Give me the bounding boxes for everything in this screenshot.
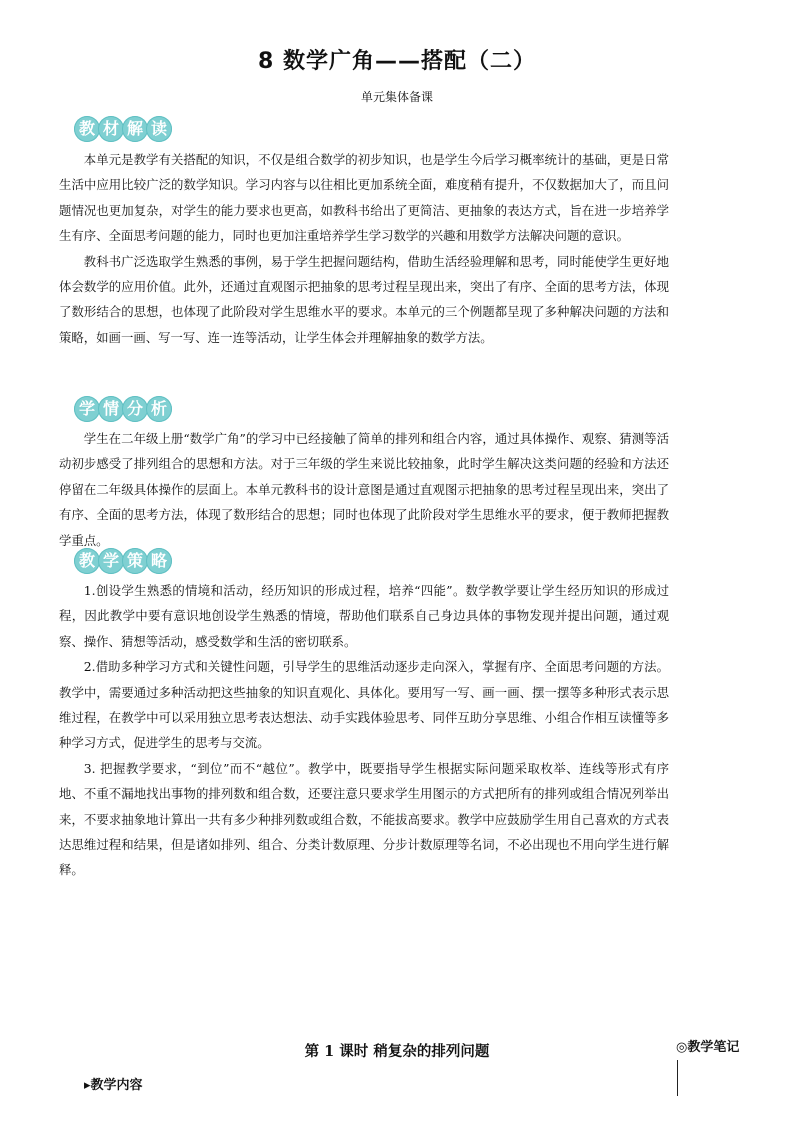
section-badge-textbook	[74, 116, 170, 143]
teaching-notes-label: ◎教学笔记	[676, 1040, 740, 1055]
section-teaching-strategy	[59, 578, 669, 883]
paragraph: 1.创设学生熟悉的情境和活动，经历知识的形成过程，培养“四能”。数学教学要让学生经历知识的形成过程，因此教学中要有意识地创设学生熟悉的情境，帮助他们联系自己身边具体的事物发现并提出问题，通过观察、操作、猜想等活动，感受数学和生活的密切联系。	[59, 583, 669, 649]
section-badge-teaching-strategy	[74, 548, 170, 575]
teaching-content-label: ▸教学内容	[84, 1078, 143, 1093]
notes-divider	[677, 1060, 678, 1096]
badge-char: 学	[74, 396, 100, 422]
paragraph: 学生在二年级上册“数学广角”的学习中已经接触了简单的排列和组合内容，通过具体操作、观察、猜测等活动初步感受了排列组合的思想和方法。对于三年级的学生来说比较抽象，此时学生解决这类问题的经验和方法还停留在二年级具体操作的层面上。本单元教科书的设计意图是通过直观图示把抽象的思考过程呈现出来，突出了有序、全面的思考方法，体现了数形结合的思想；同时也体现了此阶段对学生思维水平的要求，便于教师把握教学重点。	[59, 431, 669, 548]
badge-char: 略	[146, 548, 172, 574]
page-subtitle: 单元集体备课	[360, 90, 433, 104]
paragraph: 本单元是教学有关搭配的知识，不仅是组合数学的初步知识，也是学生今后学习概率统计的基础，更是日常生活中应用比较广泛的数学知识。学习内容与以往相比更加系统全面，难度稍有提升，不仅数据加大了，而且问题情况也更加复杂，对学生的能力要求也更高，如教科书给出了更简洁、更抽象的表达方式，旨在进一步培养学生有序、全面思考问题的能力，同时也更加注重培养学生学习数学的兴趣和用数学方法解决问题的意识。	[59, 152, 669, 244]
badge-char: 情	[98, 396, 124, 422]
badge-char: 解	[122, 116, 148, 142]
badge-char: 策	[122, 548, 148, 574]
paragraph: 3. 把握教学要求，“到位”而不“越位”。教学中，既要指导学生根据实际问题采取枚举、连线等形式有序地、不重不漏地找出事物的排列数和组合数，还要注意只要求学生用图示的方式把所有的排列或组合情况列举出来，不要求抽象地计算出一共有多少种排列数或组合数，不能拔高要求。教学中应鼓励学生用自己喜欢的方式表达思维过程和结果，但是诸如排列、组合、分类计数原理、分步计数原理等名词，不必出现也不用向学生进行解释。	[59, 760, 669, 878]
section-textbook	[59, 147, 669, 350]
paragraph: 教科书广泛选取学生熟悉的事例，易于学生把握问题结构，借助生活经验理解和思考，同时能使学生更好地体会数学的应用价值。此外，还通过直观图示把抽象的思考过程呈现出来，突出了有序、全面的思考方法，体现了数形结合的思想，也体现了此阶段对学生思维水平的要求。本单元的三个例题都呈现了多种解决问题的方法和策略，如画一画、写一写、连一连等活动，让学生体会并理解抽象的数学方法。	[59, 253, 669, 345]
paragraph: 2.借助多种学习方式和关键性问题，引导学生的思维活动逐步走向深入，掌握有序、全面思考问题的方法。教学中，需要通过多种活动把这些抽象的知识直观化、具体化。要用写一写、画一画、摆一摆等多种形式表示思维过程，在教学中可以采用独立思考表达想法、动手实践体验思考、同伴互助分享思维、小组合作相互读懂等多种学习方式，促进学生的思考与交流。	[59, 659, 669, 751]
badge-char: 学	[98, 548, 124, 574]
badge-char: 分	[122, 396, 148, 422]
lesson-title: 第 1 课时 稍复杂的排列问题	[304, 1043, 490, 1060]
badge-char: 材	[98, 116, 124, 142]
page-title: 8 数学广角——搭配（二）	[258, 49, 536, 74]
section-student-analysis	[59, 426, 669, 553]
section-badge-student-analysis	[74, 396, 170, 423]
badge-char: 读	[146, 116, 172, 142]
badge-char: 教	[74, 548, 100, 574]
badge-char: 教	[74, 116, 100, 142]
badge-char: 析	[146, 396, 172, 422]
